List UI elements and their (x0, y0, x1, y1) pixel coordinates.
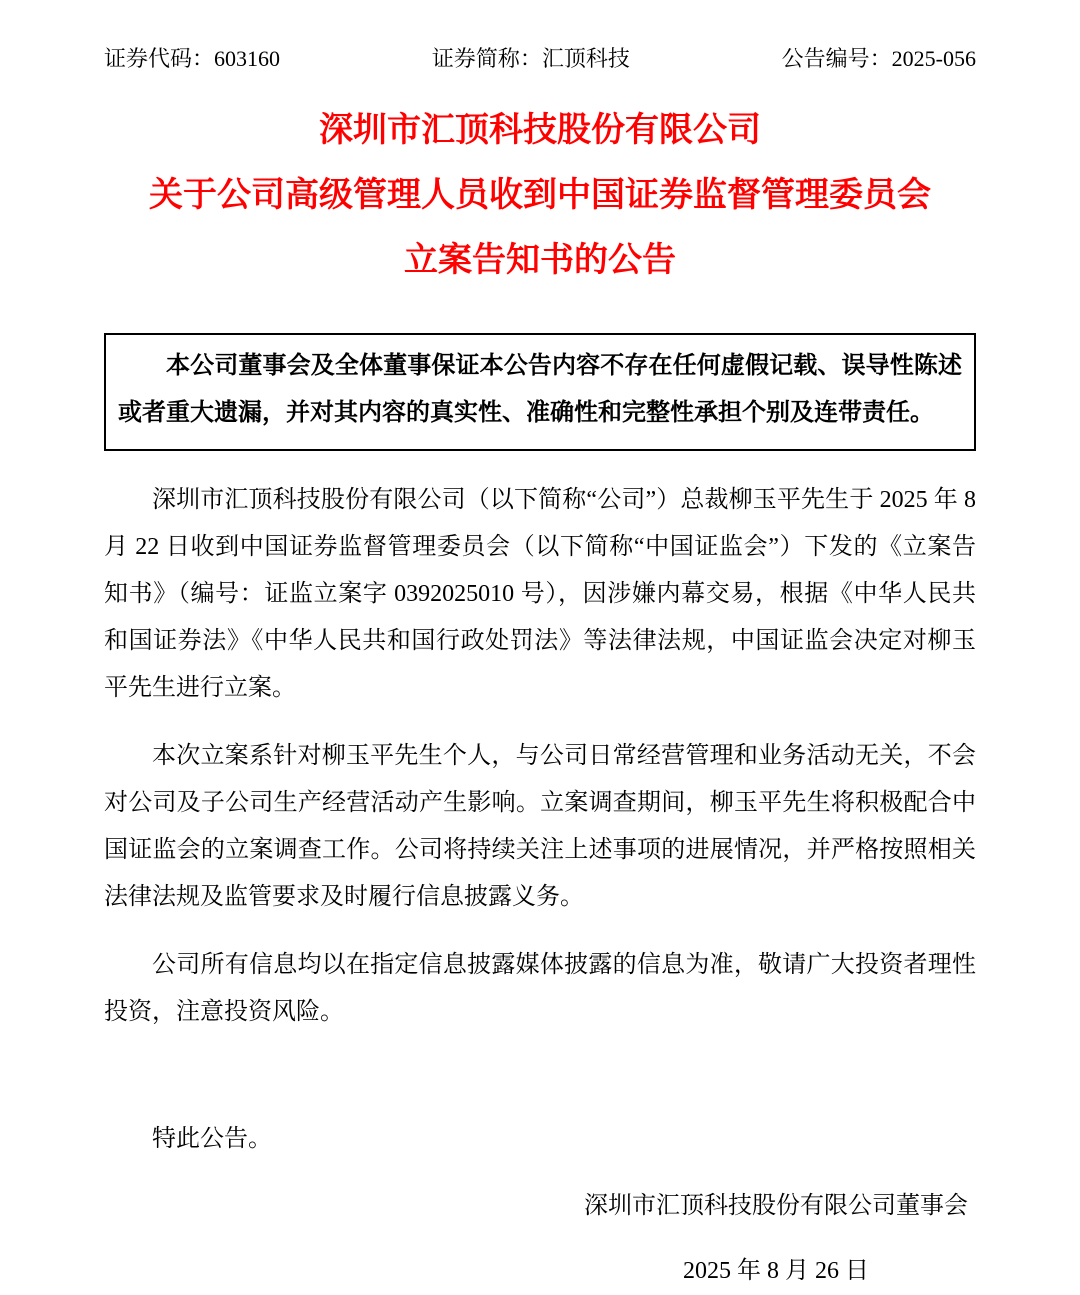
document-header (104, 44, 976, 74)
stock-short-name: 证券简称：汇顶科技 (431, 46, 630, 71)
signature-block (584, 1183, 968, 1295)
title-line-company: 深圳市汇顶科技股份有限公司 (319, 111, 761, 149)
paragraph-filing-notice: 深圳市汇顶科技股份有限公司（以下简称“公司”）总裁柳玉平先生于 2025 年 8 月 22 日收到中国证券监督管理委员会（以下简称“中国证监会”）下发的《立案告知书》（编号：证监立案字 0392025010 号），因涉嫌内幕交易，根据《中华人民共和国证券法》《中华人民共和国行政处罚法》等法律法规，中国证监会决定对柳玉平先生进行立案。 (104, 487, 976, 701)
disclaimer-text: 本公司董事会及全体董事保证本公告内容不存在任何虚假记载、误导性陈述或者重大遗漏，并对其内容的真实性、准确性和完整性承担个别及连带责任。 (118, 353, 962, 426)
disclaimer-box (104, 333, 976, 451)
announcement-number: 公告编号：2025-056 (781, 46, 976, 71)
paragraph-disclosure-notice: 公司所有信息均以在指定信息披露媒体披露的信息为准，敬请广大投资者理性投资，注意投资风险。 (104, 952, 976, 1025)
stock-code: 证券代码：603160 (104, 46, 281, 71)
signature-date: 2025 年 8 月 26 日 (683, 1258, 869, 1284)
document-title (104, 98, 976, 293)
paragraph-impact-statement: 本次立案系针对柳玉平先生个人，与公司日常经营管理和业务活动无关，不会对公司及子公司生产经营活动产生影响。立案调查期间，柳玉平先生将积极配合中国证监会的立案调查工作。公司将持续关注上述事项的进展情况，并严格按照相关法律法规及监管要求及时履行信息披露义务。 (104, 743, 976, 910)
title-line-type: 立案告知书的公告 (404, 241, 676, 279)
closing-statement: 特此公告。 (152, 1126, 272, 1152)
signature-company: 深圳市汇顶科技股份有限公司董事会 (584, 1193, 968, 1219)
title-line-subject: 关于公司高级管理人员收到中国证券监督管理委员会 (149, 176, 931, 214)
document-body (104, 477, 976, 1036)
